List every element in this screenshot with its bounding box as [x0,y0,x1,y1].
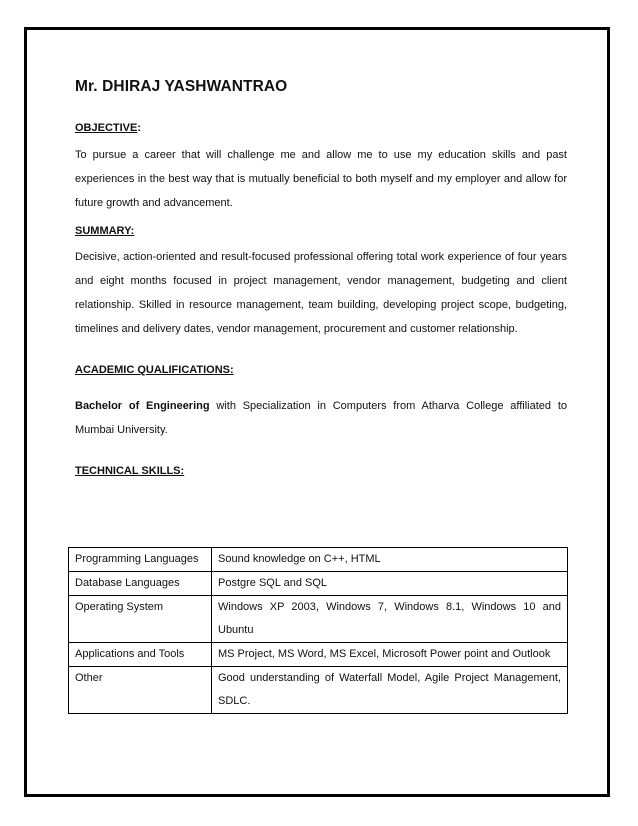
summary-text: Decisive, action-oriented and result-focused professional offering total work experience of four years and eight months focused in project management, vendor management, budgeting and client relationship. Skilled in resource management, team building, developing project scope, budgeting, timelines and delivery dates, vendor management, procurement and customer relationship. [75,251,567,335]
skill-label: Applications and Tools [69,643,212,667]
objective-heading-label: OBJECTIVE [75,122,138,134]
skill-label: Database Languages [69,572,212,596]
academic-heading: ACADEMIC QUALIFICATIONS: [75,364,234,376]
technical-skills-heading: TECHNICAL SKILLS: [75,465,185,477]
table-row [69,572,568,596]
objective-heading [75,122,567,134]
resume-content [75,78,567,477]
summary-heading: SUMMARY: [75,225,135,237]
table-row [69,667,568,714]
skill-value: Good understanding of Waterfall Model, Agile Project Management, SDLC. [212,667,568,714]
objective-heading-colon: : [137,122,142,134]
table-row [69,596,568,643]
table-row [69,548,568,572]
degree-details: with Specialization in Computers from Atharva College affiliated to Mumbai University. [75,400,567,436]
candidate-name: Mr. DHIRAJ YASHWANTRAO [75,78,288,95]
skill-label: Other [69,667,212,714]
degree-name: Bachelor of Engineering [75,400,210,412]
skill-value: Sound knowledge on C++, HTML [212,548,568,572]
objective-text: To pursue a career that will challenge me and allow me to use my education skills and past experiences in the best way that is mutually beneficial to both myself and my employer and allow for future growth and advancement. [75,149,567,209]
skill-value: MS Project, MS Word, MS Excel, Microsoft Power point and Outlook [212,643,568,667]
skill-value: Windows XP 2003, Windows 7, Windows 8.1, Windows 10 and Ubuntu [212,596,568,643]
skill-label: Programming Languages [69,548,212,572]
academic-text [75,394,567,442]
skill-label: Operating System [69,596,212,643]
technical-skills-table [68,547,568,714]
table-row [69,643,568,667]
skill-value: Postgre SQL and SQL [212,572,568,596]
